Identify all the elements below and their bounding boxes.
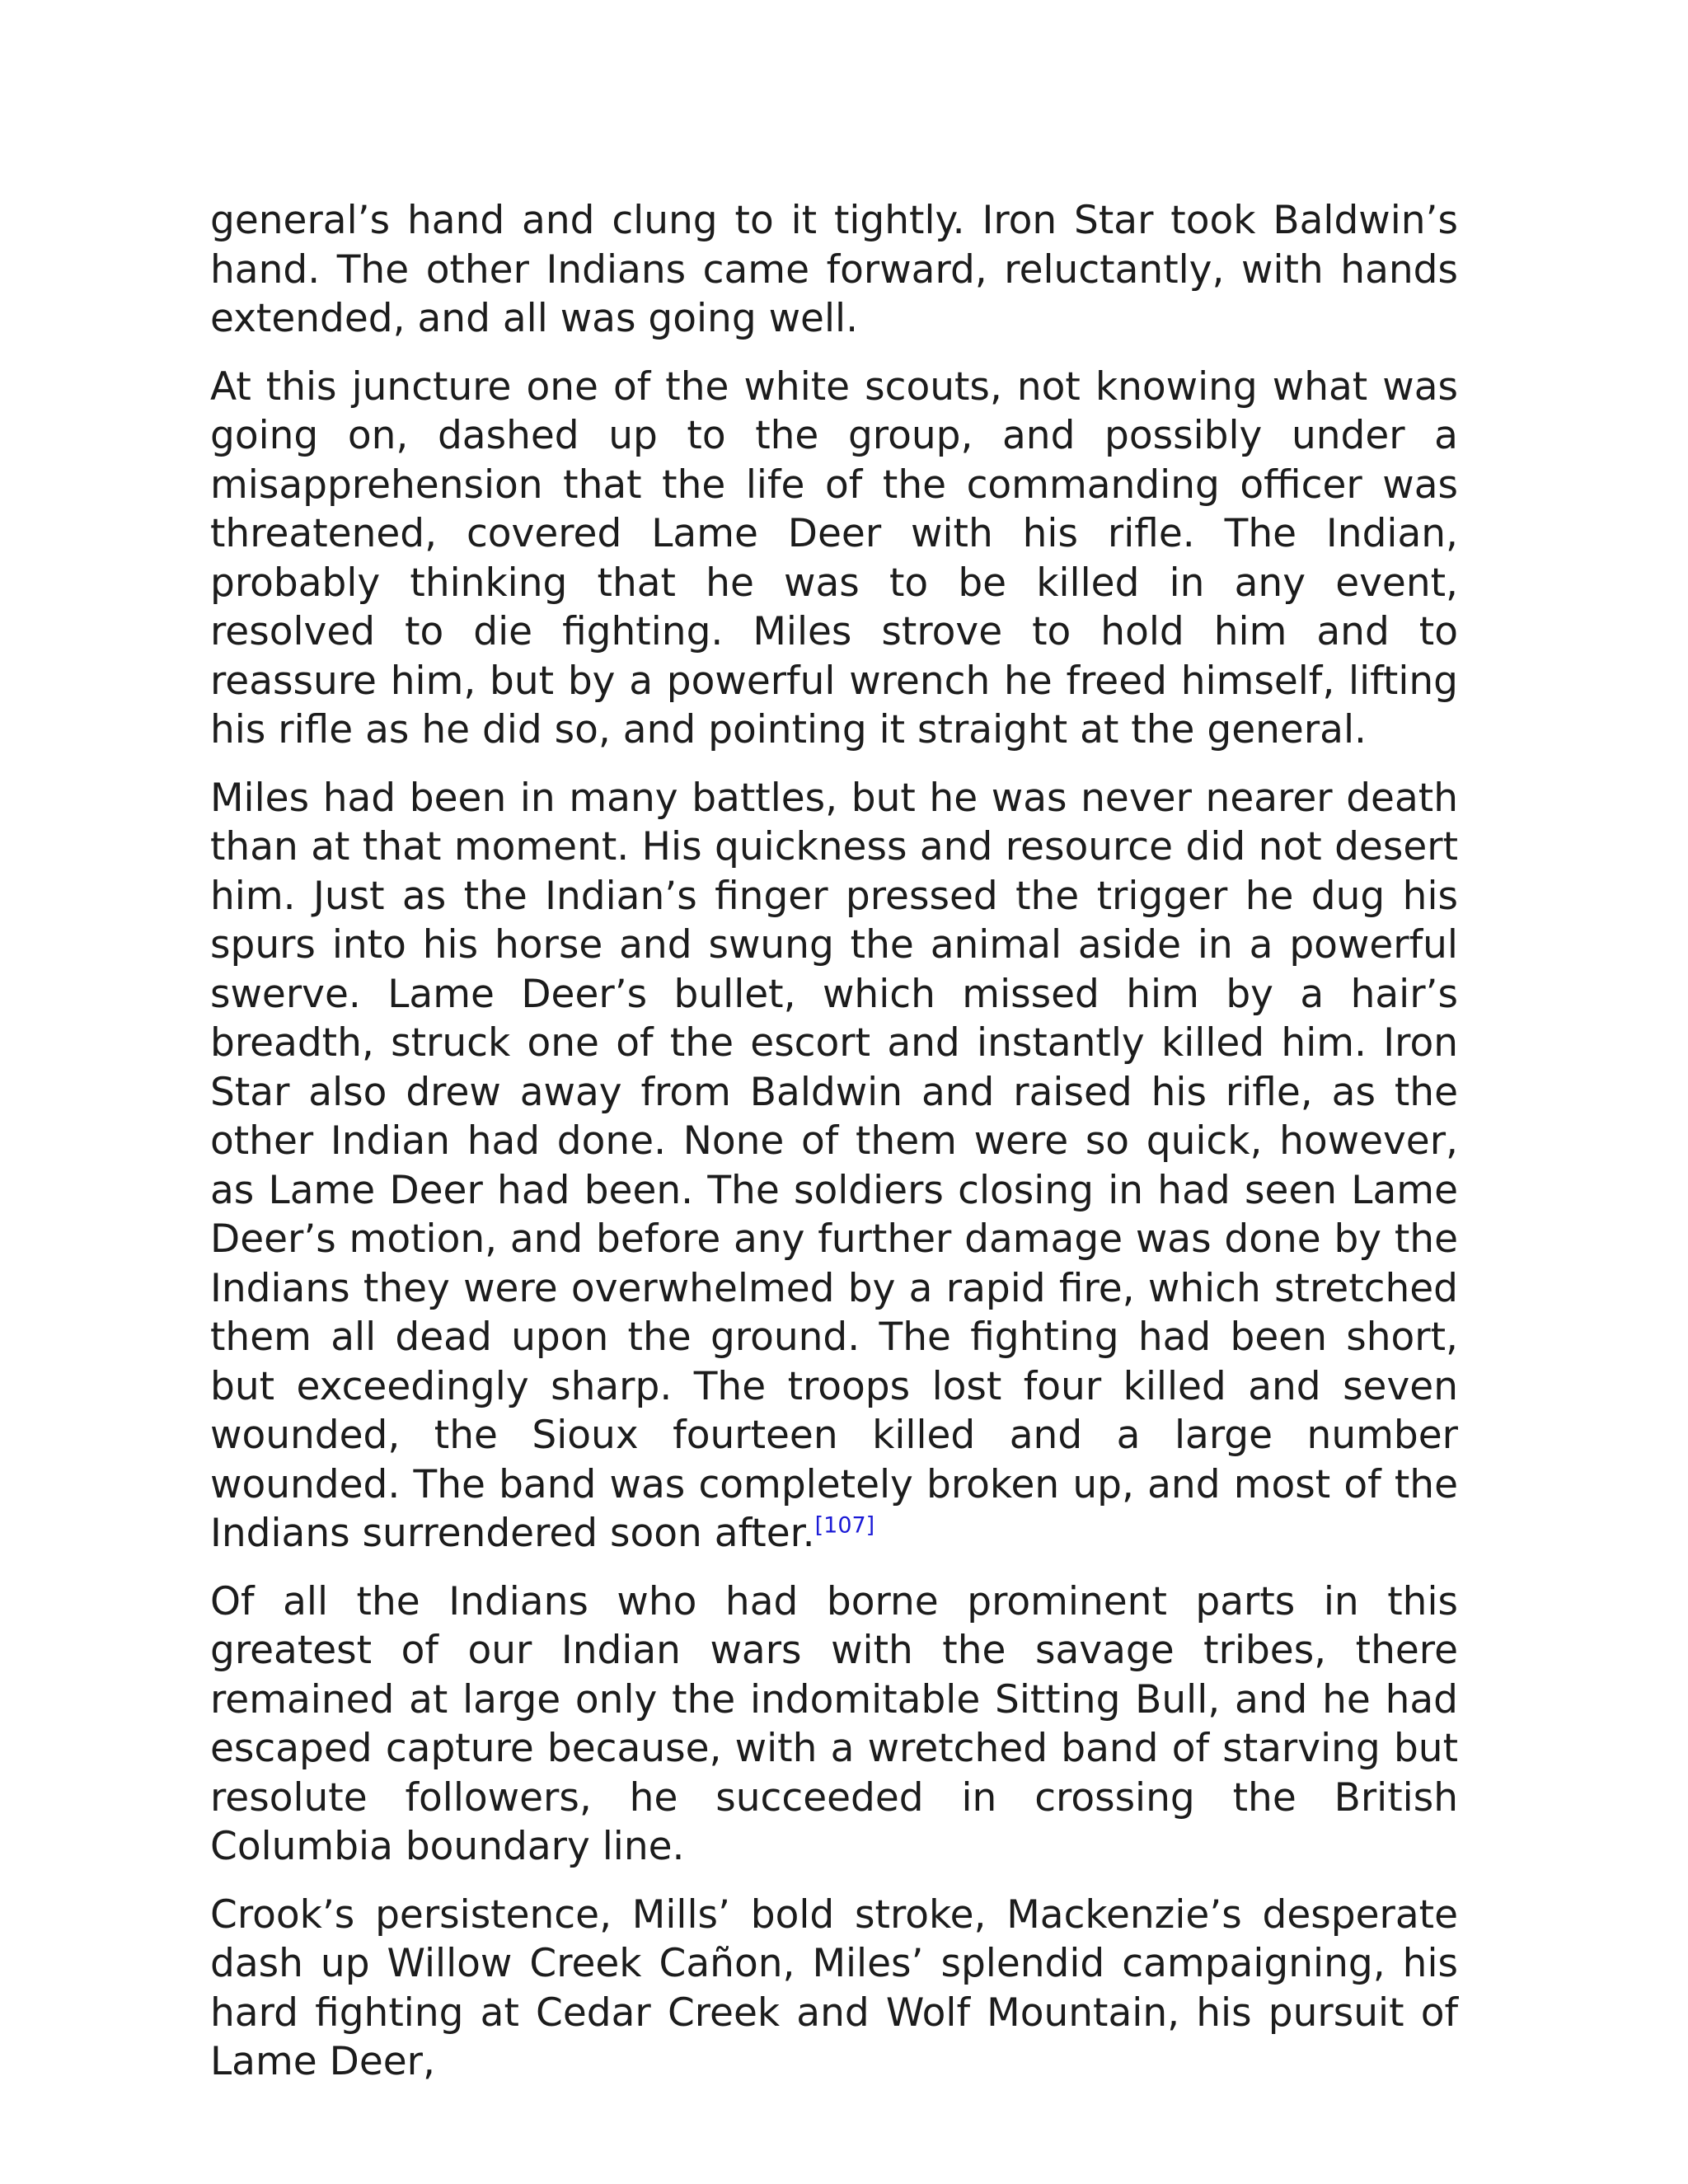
book-page-text: [210, 196, 1458, 2106]
paragraph-4: [210, 1577, 1458, 1872]
paragraph-3-text: Miles had been in many battles, but he was never nearer death than at that moment. His quickness and resource did not desert him. Just as the Indian’s finger pressed the trigger he dug his spurs into his horse and swung the animal aside in a powerful swerve. Lame Deer’s bullet, which missed him by a hair’s breadth, struck one of the escort and instantly killed him. Iron Star also drew away from Baldwin and raised his rifle, as the other Indian had done. None of them were so quick, however, as Lame Deer had been. The soldiers closing in had seen Lame Deer’s motion, and before any further damage was done by the Indians they were overwhelmed by a rapid fire, which stretched them all dead upon the ground. The fighting had been short, but exceedingly sharp. The troops lost four killed and seven wounded, the Sioux fourteen killed and a large number wounded. The band was completely broken up, and most of the Indians surrendered soon after.: [210, 775, 1458, 1556]
paragraph-2: [210, 363, 1458, 755]
footnote-link[interactable]: [107]: [814, 1512, 875, 1539]
paragraph-4-text: Of all the Indians who had borne prominent parts in this greatest of our Indian wars with the savage tribes, there remained at large only the indomitable Sitting Bull, and he had escaped capture because, with a wretched band of starving but resolute followers, he succeeded in crossing the British Columbia boundary line.: [210, 1578, 1458, 1869]
paragraph-1: [210, 196, 1458, 344]
paragraph-5-text: Crook’s persistence, Mills’ bold stroke, Mackenzie’s desperate dash up Willow Creek Cañon, Miles’ splendid campaigning, his hard fighting at Cedar Creek and Wolf Mountain, his pursuit of Lame Deer,: [210, 1891, 1458, 2084]
paragraph-3: [210, 774, 1458, 1558]
paragraph-5: [210, 1891, 1458, 2087]
paragraph-1-text: general’s hand and clung to it tightly. Iron Star took Baldwin’s hand. The other Indians came forward, reluctantly, with hands extended, and all was going well.: [210, 198, 1458, 341]
paragraph-2-text: At this juncture one of the white scouts, not knowing what was going on, dashed up to the group, and possibly under a misapprehension that the life of the commanding officer was threatened, covered Lame Deer with his rifle. The Indian, probably thinking that he was to be killed in any event, resolved to die fighting. Miles strove to hold him and to reassure him, but by a powerful wrench he freed himself, lifting his rifle as he did so, and pointing it straight at the general.: [210, 363, 1458, 752]
